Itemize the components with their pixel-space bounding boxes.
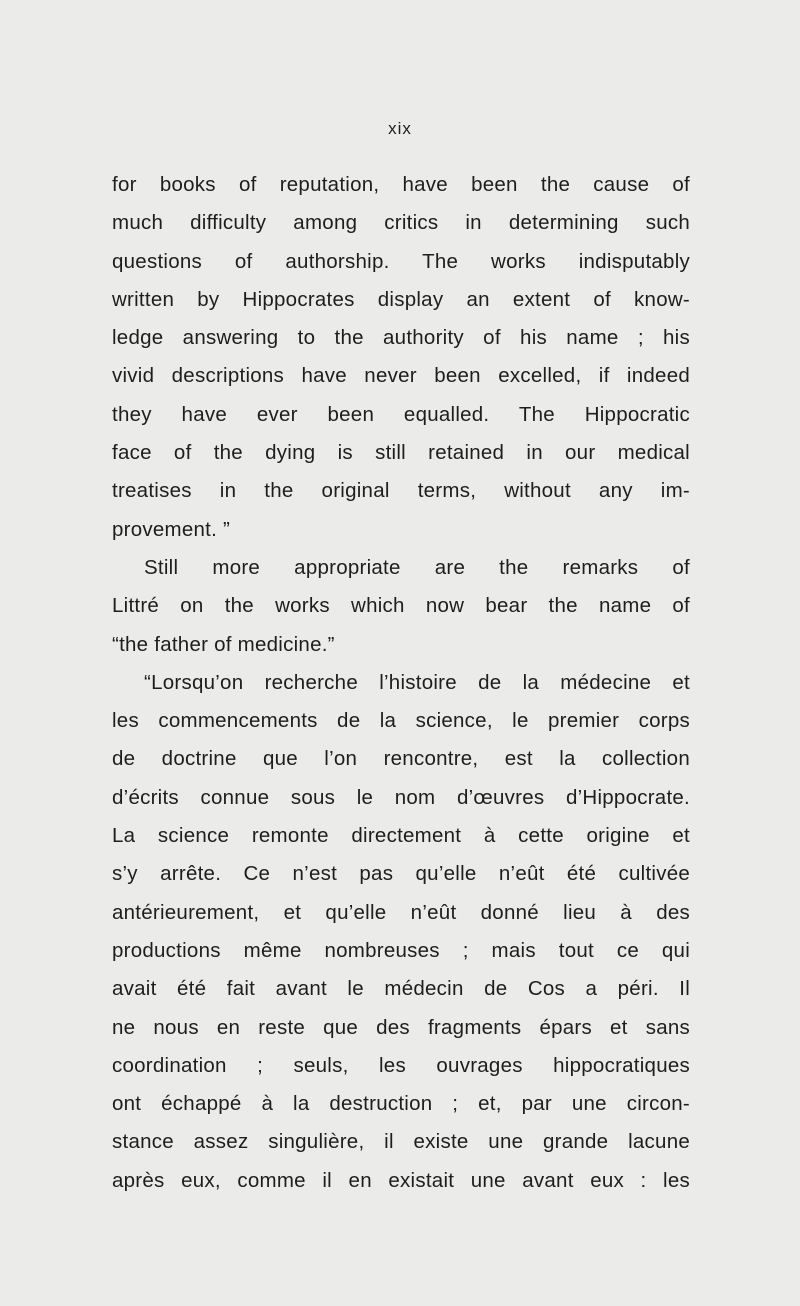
text-line: ont échappé à la destruction ; et, par une circon- — [112, 1092, 690, 1116]
text-line: provement. ” — [112, 517, 231, 541]
text-line: les commencements de la science, le premier corps — [112, 709, 690, 733]
text-line: productions même nombreuses ; mais tout ce qui — [112, 938, 690, 962]
text-line: coordination ; seuls, les ouvrages hippocratiques — [112, 1053, 690, 1077]
text-line: Littré on the works which now bear the name of — [112, 594, 690, 618]
text-line: stance assez singulière, il existe une grande lacune — [112, 1130, 690, 1154]
text-line: treatises in the original terms, without any im- — [112, 479, 690, 503]
text-line: La science remonte directement à cette origine et — [112, 824, 690, 848]
text-line: for books of reputation, have been the cause of — [112, 173, 690, 196]
text-line: ne nous en reste que des fragments épars et sans — [112, 1015, 690, 1039]
text-line: “Lorsqu’on recherche l’histoire de la médecine et — [144, 670, 690, 694]
body-text — [112, 166, 690, 1200]
text-line: “the father of medicine.” — [112, 632, 335, 656]
text-line: antérieurement, et qu’elle n’eût donné lieu à des — [112, 900, 690, 924]
text-line: s’y arrête. Ce n’est pas qu’elle n’eût été cultivée — [112, 862, 690, 886]
text-line: written by Hippocrates display an extent of know- — [112, 287, 690, 311]
text-line: après eux, comme il en existait une avant eux : les — [112, 1168, 690, 1192]
text-line: much difficulty among critics in determining such — [112, 211, 690, 235]
page-number: xix — [388, 119, 412, 138]
text-line: questions of authorship. The works indisputably — [112, 249, 690, 273]
text-line: d’écrits connue sous le nom d’œuvres d’Hippocrate. — [112, 785, 690, 809]
text-line: de doctrine que l’on rencontre, est la collection — [112, 747, 690, 771]
text-line: they have ever been equalled. The Hippocratic — [112, 402, 690, 426]
text-line: face of the dying is still retained in our medical — [112, 441, 690, 465]
text-line: avait été fait avant le médecin de Cos a péri. Il — [112, 977, 690, 1001]
text-line: Still more appropriate are the remarks of — [144, 555, 690, 579]
text-line: vivid descriptions have never been excelled, if indeed — [112, 364, 690, 388]
text-line: ledge answering to the authority of his name ; his — [112, 326, 690, 350]
